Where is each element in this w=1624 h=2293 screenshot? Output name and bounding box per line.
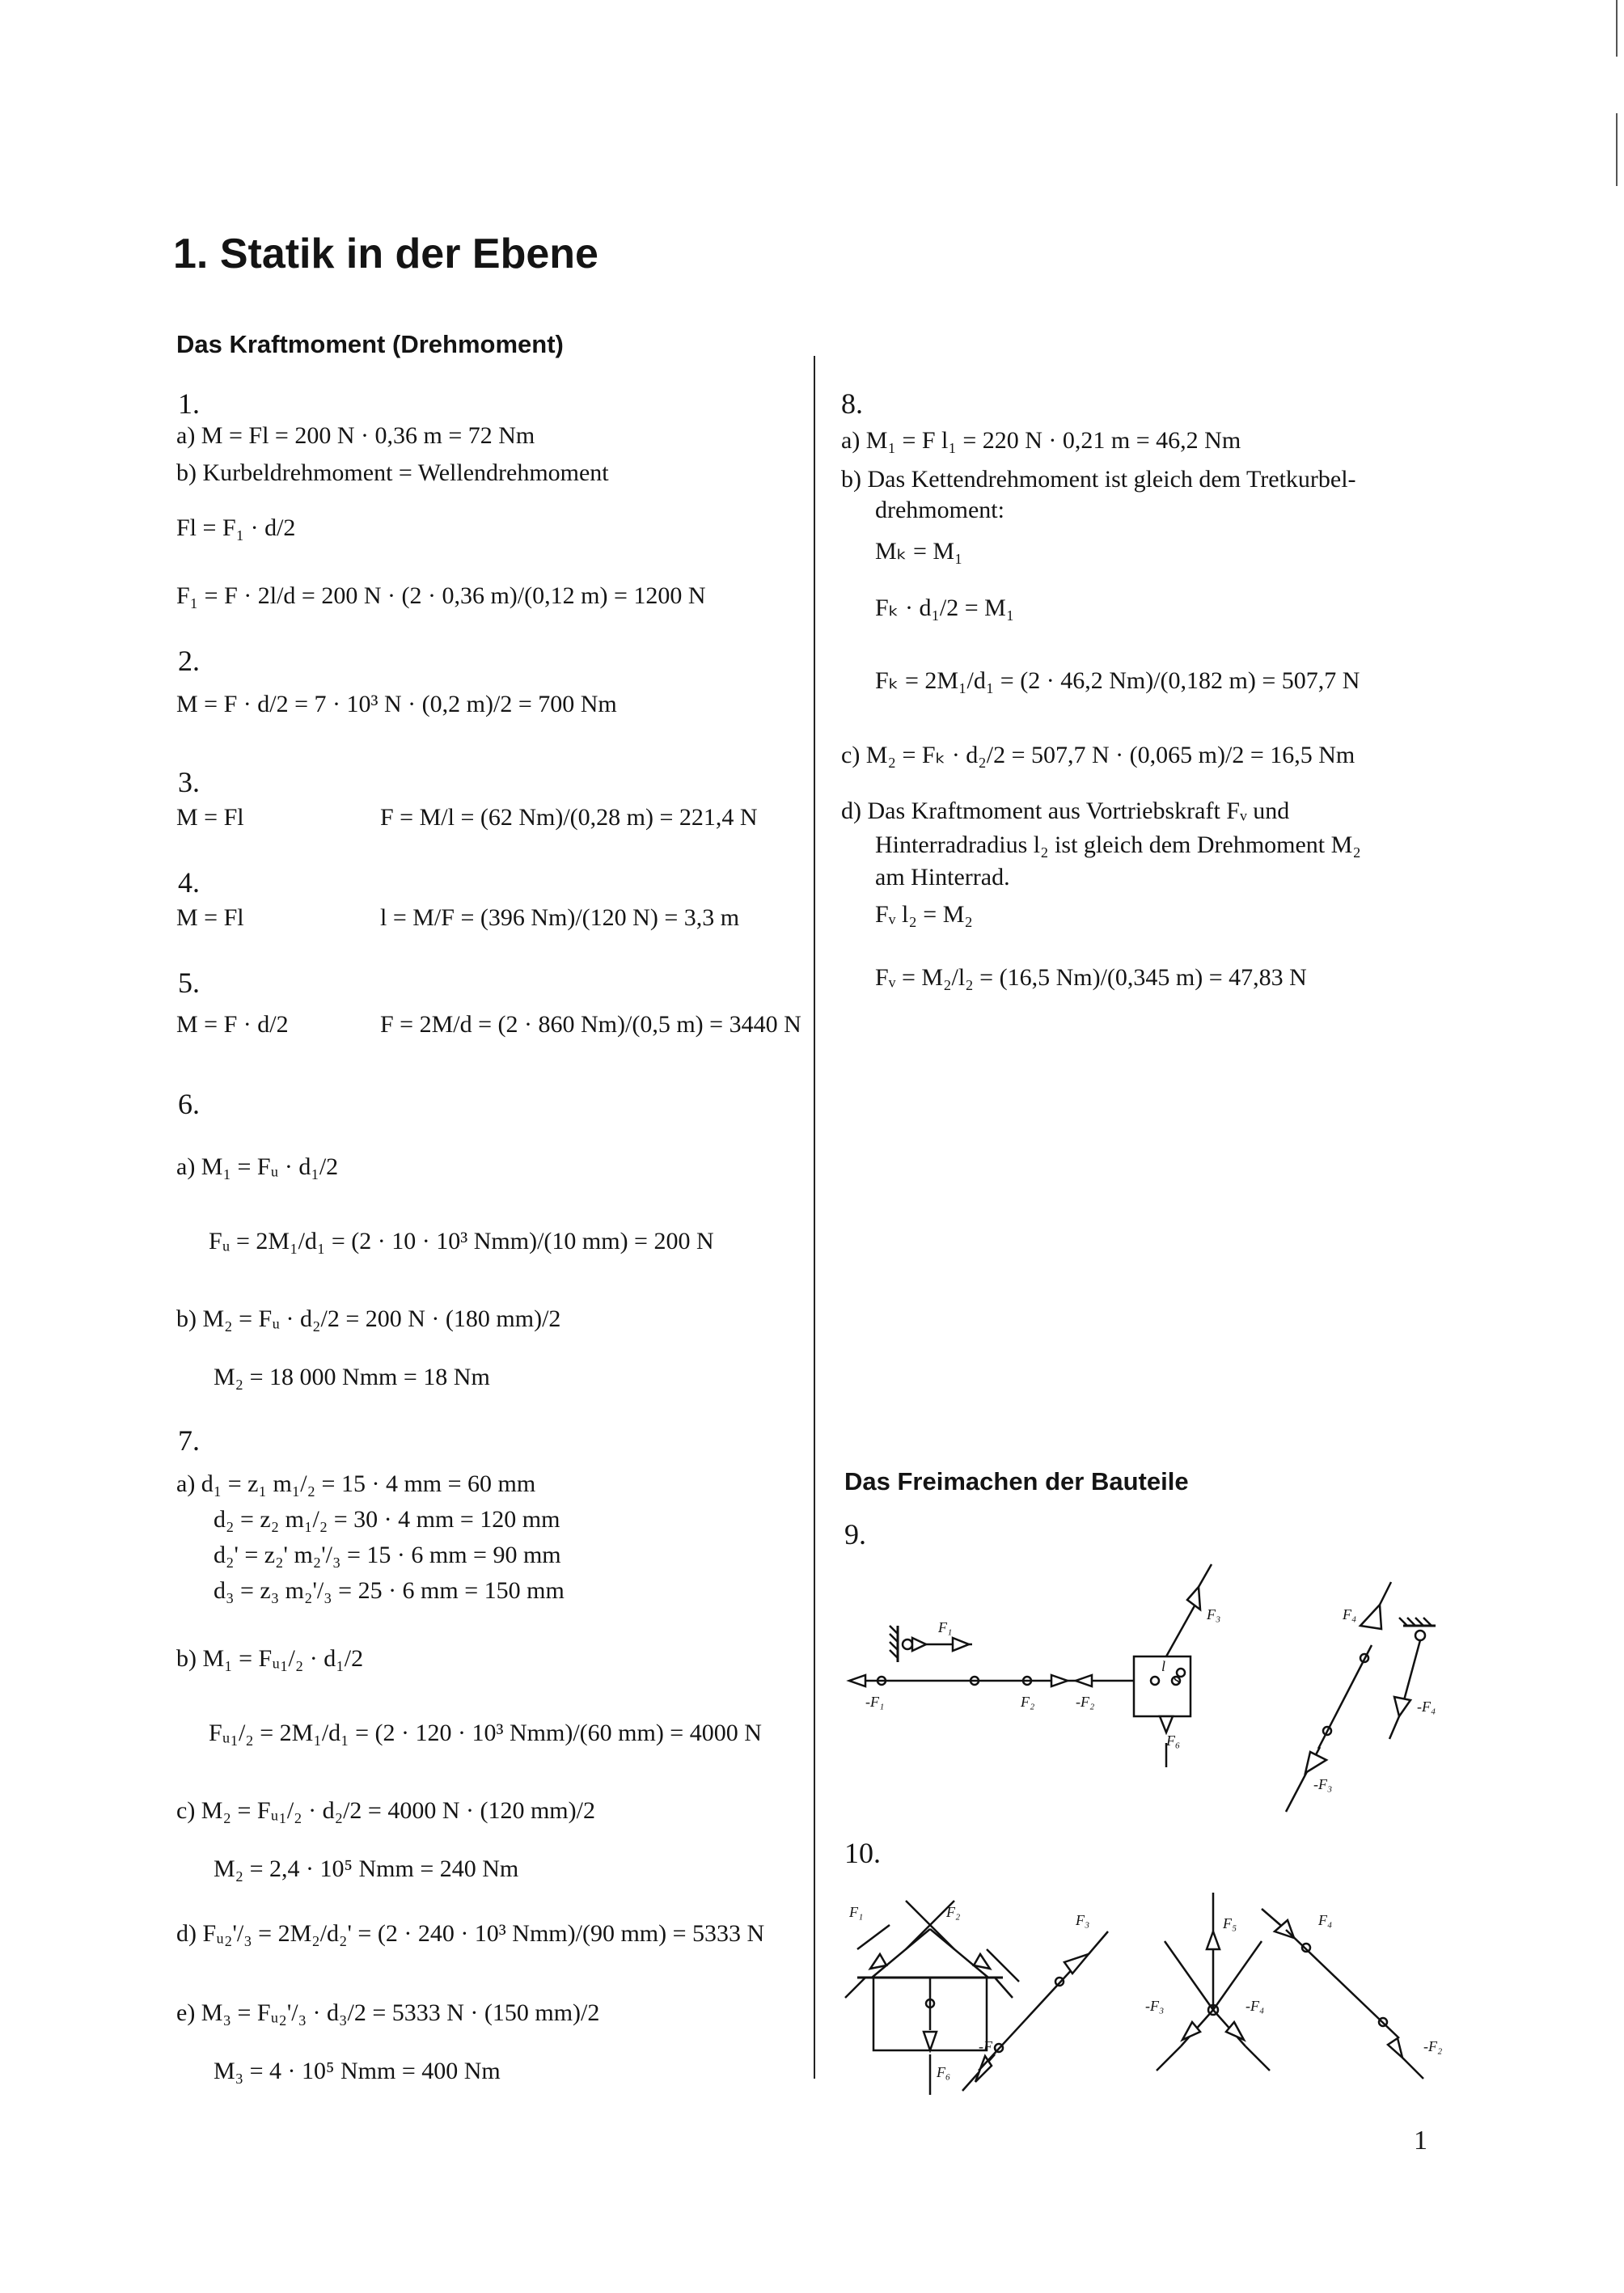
solution-line: M = Fl — [176, 804, 244, 831]
force-label: F₂ — [1021, 1694, 1035, 1710]
solution-line: b) Kurbeldrehmoment = Wellendrehmoment — [176, 459, 609, 486]
problem-number: 4. — [178, 866, 200, 899]
solution-line: M = F · d/2 — [176, 1011, 289, 1038]
force-label: F₁ — [849, 1904, 864, 1920]
solution-line: Mₖ = M₁ — [875, 538, 963, 565]
force-label: -F₂ — [1423, 2038, 1443, 2054]
problem-number: 2. — [178, 645, 200, 677]
problem-number: 6. — [178, 1088, 200, 1120]
free-body-diagram-10 — [833, 1893, 1480, 2103]
force-label: F₄ — [1343, 1606, 1357, 1622]
solution-line: b) Das Kettendrehmoment ist gleich dem Tretkurbel- — [841, 466, 1356, 493]
solution-line: am Hinterrad. — [875, 864, 1010, 891]
solution-line: b) M₂ = Fᵤ · d₂/2 = 200 N · (180 mm)/2 — [176, 1305, 561, 1332]
force-label: -F₄ — [1245, 1998, 1265, 2014]
force-label: F₃ — [1207, 1606, 1221, 1622]
solution-line: Fᵥ l₂ = M₂ — [875, 901, 973, 928]
force-label: F₄ — [1318, 1912, 1333, 1928]
force-label: -F₁ — [865, 1694, 885, 1710]
force-label: F₂ — [946, 1904, 961, 1920]
solution-line: d₂' = z₂' m₂'/₃ = 15 · 6 mm = 90 mm — [214, 1542, 561, 1568]
solution-line: d₂ = z₂ m₁/₂ = 30 · 4 mm = 120 mm — [214, 1506, 560, 1533]
problem-number: 1. — [178, 387, 200, 420]
solution-line: M₂ = 2,4 · 10⁵ Nmm = 240 Nm — [214, 1855, 519, 1882]
problem-number: 9. — [844, 1518, 866, 1551]
problem-number: 7. — [178, 1424, 200, 1457]
force-label: F₆ — [937, 2064, 951, 2080]
edge-mark — [1616, 113, 1618, 186]
force-label: -F₃ — [1313, 1776, 1333, 1792]
force-label: F₁ — [938, 1619, 953, 1635]
solution-line: a) M₁ = Fᵤ · d₁/2 — [176, 1153, 339, 1180]
solution-line: M₂ = 18 000 Nmm = 18 Nm — [214, 1364, 490, 1390]
column-divider — [814, 356, 815, 2079]
chapter-title: 1. Statik in der Ebene — [173, 231, 598, 277]
problem-number: 3. — [178, 766, 200, 798]
solution-line: l = M/F = (396 Nm)/(120 N) = 3,3 m — [380, 904, 740, 931]
solution-line: Fl = F₁ · d/2 — [176, 514, 296, 541]
solution-line: d) Fᵤ₂'/₃ = 2M₂/d₂' = (2 · 240 · 10³ Nmm)/(90 mm) = 5333 N — [176, 1920, 765, 1947]
solution-line: c) M₂ = Fₖ · d₂/2 = 507,7 N · (0,065 m)/2 = 16,5 Nm — [841, 742, 1355, 768]
solution-line: Fᵥ = M₂/l₂ = (16,5 Nm)/(0,345 m) = 47,83 N — [875, 964, 1307, 991]
solution-line: b) M₁ = Fᵤ₁/₂ · d₁/2 — [176, 1645, 364, 1672]
solution-line: Fᵤ = 2M₁/d₁ = (2 · 10 · 10³ Nmm)/(10 mm) = 200 N — [209, 1228, 714, 1254]
solution-line: M₃ = 4 · 10⁵ Nmm = 400 Nm — [214, 2058, 501, 2084]
section-title-freimachen: Das Freimachen der Bauteile — [844, 1467, 1189, 1496]
solution-line: a) d₁ = z₁ m₁/₂ = 15 · 4 mm = 60 mm — [176, 1470, 536, 1497]
force-label: l — [1161, 1658, 1166, 1674]
edge-mark — [1616, 0, 1618, 57]
solution-line: F = 2M/d = (2 · 860 Nm)/(0,5 m) = 3440 N — [380, 1011, 801, 1038]
force-label: -F₂ — [1076, 1694, 1095, 1710]
section-title-kraftmoment: Das Kraftmoment (Drehmoment) — [176, 330, 564, 358]
solution-line: c) M₂ = Fᵤ₁/₂ · d₂/2 = 4000 N · (120 mm)/2 — [176, 1797, 595, 1824]
free-body-diagram-9 — [833, 1561, 1480, 1828]
solution-line: d) Das Kraftmoment aus Vortriebskraft Fᵥ und — [841, 797, 1290, 824]
problem-number: 10. — [844, 1837, 881, 1869]
solution-line: M = F · d/2 = 7 · 10³ N · (0,2 m)/2 = 700 Nm — [176, 691, 617, 717]
solution-line: e) M₃ = Fᵤ₂'/₃ · d₃/2 = 5333 N · (150 mm)/2 — [176, 1999, 600, 2026]
page-number: 1 — [1414, 2126, 1427, 2156]
force-label: S — [1173, 1673, 1180, 1689]
solution-line: F = M/l = (62 Nm)/(0,28 m) = 221,4 N — [380, 804, 758, 831]
force-label: F₅ — [1223, 1915, 1237, 1931]
solution-line: a) M = Fl = 200 N · 0,36 m = 72 Nm — [176, 422, 535, 449]
solution-line: Fₖ · d₁/2 = M₁ — [875, 594, 1015, 621]
solution-line: M = Fl — [176, 904, 244, 931]
solution-line: Fₖ = 2M₁/d₁ = (2 · 46,2 Nm)/(0,182 m) = 507,7 N — [875, 667, 1360, 694]
force-label: -F₃ — [1145, 1998, 1165, 2014]
solution-line: Hinterradradius l₂ ist gleich dem Drehmoment M₂ — [875, 831, 1361, 858]
solution-line: d₃ = z₃ m₂'/₃ = 25 · 6 mm = 150 mm — [214, 1577, 565, 1604]
force-label: F₆ — [1166, 1732, 1181, 1749]
force-label: -F₁ — [979, 2038, 998, 2054]
force-label: -F₄ — [1417, 1699, 1436, 1715]
solution-line: F₁ = F · 2l/d = 200 N · (2 · 0,36 m)/(0,12 m) = 1200 N — [176, 582, 706, 609]
solution-line: a) M₁ = F l₁ = 220 N · 0,21 m = 46,2 Nm — [841, 427, 1241, 454]
solution-line: drehmoment: — [875, 497, 1004, 523]
problem-number: 5. — [178, 967, 200, 999]
solution-line: Fᵤ₁/₂ = 2M₁/d₁ = (2 · 120 · 10³ Nmm)/(60 mm) = 4000 N — [209, 1720, 762, 1746]
problem-number: 8. — [841, 387, 863, 420]
force-label: F₃ — [1076, 1912, 1090, 1928]
